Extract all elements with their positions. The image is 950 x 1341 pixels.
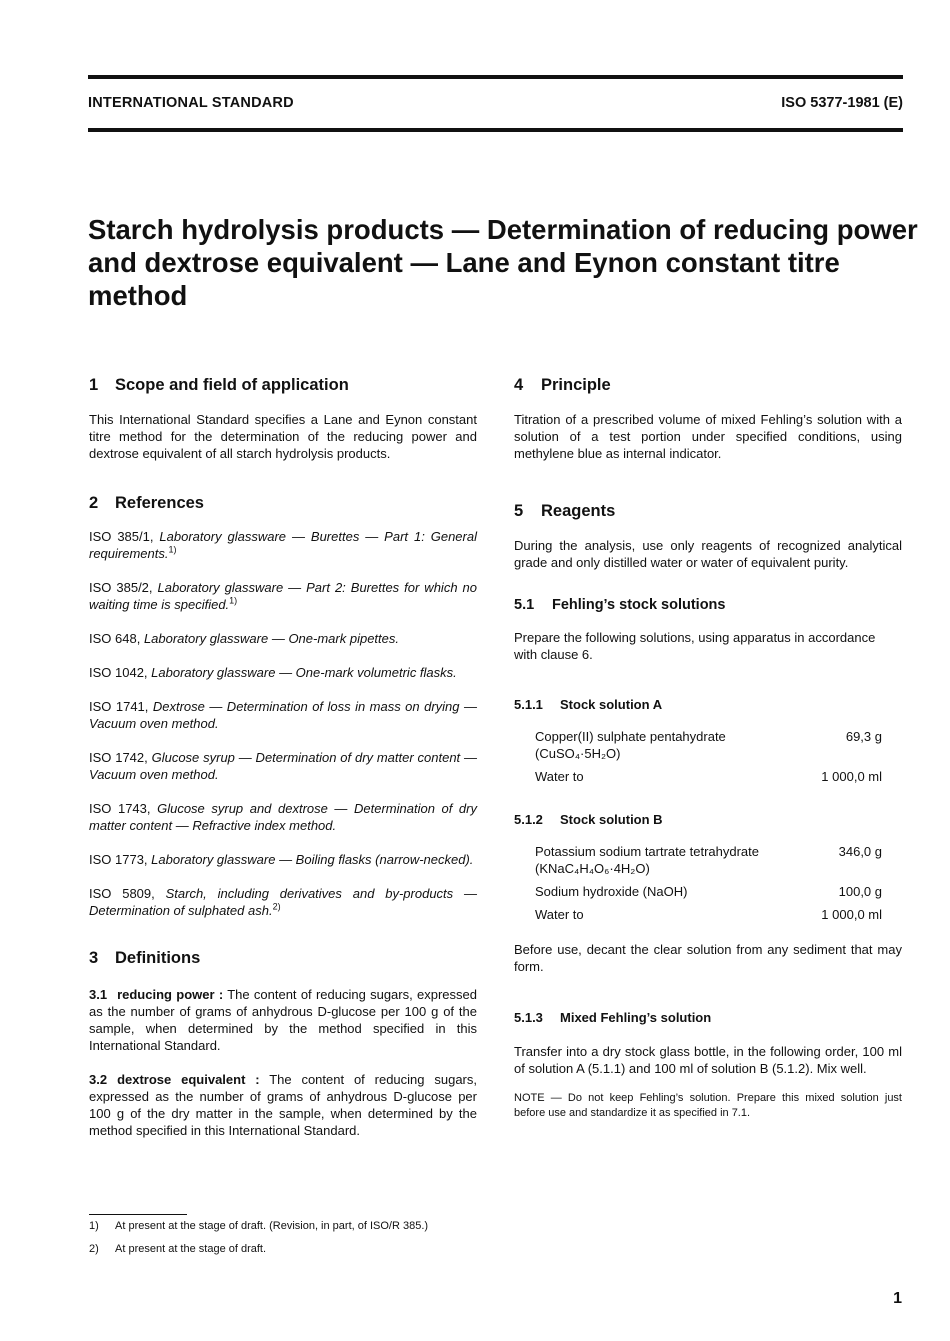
document-number: ISO 5377-1981 (E) <box>781 95 903 111</box>
header-rule-bottom <box>88 128 903 132</box>
reagent-name: Water to <box>535 907 584 922</box>
reagent-name: Water to <box>535 769 584 784</box>
right-column <box>514 374 902 1121</box>
left-column <box>89 374 477 1139</box>
reagent-name: Copper(II) sulphate pentahydrate (CuSO₄·5H₂O) <box>535 729 726 761</box>
reference-item: ISO 648, Laboratory glassware — One-mark pipettes. <box>89 631 399 646</box>
section-5-1-3-heading: 5.1.3 Mixed Fehling’s solution <box>514 1010 712 1025</box>
definition-dextrose-equivalent: 3.2 dextrose equivalent : The content of reducing sugars, expressed as the number of grams of anhydrous D-glucose per 100 g of the dry matter in the sample, when determined by the method specified in this International Standard. <box>89 1072 477 1138</box>
table-row <box>535 728 902 768</box>
reagent-name: Sodium hydroxide (NaOH) <box>535 884 688 899</box>
reference-item: ISO 385/2, Laboratory glassware — Part 2: Burettes for which no waiting time is specified.$^{1)}$ <box>89 580 477 612</box>
section-5-text: During the analysis, use only reagents of recognized analytical grade and only distilled water or water of equivalent purity. <box>514 538 902 570</box>
table-row <box>535 768 902 791</box>
reference-item: ISO 1741, Dextrose — Determination of loss in mass on drying — Vacuum oven method. <box>89 699 477 731</box>
footnote-1: 1) At present at the stage of draft. (Revision, in part, of ISO/R 385.) <box>89 1220 429 1232</box>
reagent-quantity: 1 000,0 ml <box>821 769 882 784</box>
section-5-1-3-text: Transfer into a dry stock glass bottle, in the following order, 100 ml of solution A (5.1.1) and 100 ml of solution B (5.1.2). Mix well. <box>514 1044 902 1076</box>
section-5-1-heading: 5.1 Fehling’s stock solutions <box>514 597 726 613</box>
reference-item: ISO 5809, Starch, including derivatives and by-products — Determination of sulphated ash.$^{2)}$ <box>89 886 477 918</box>
reagent-name: Potassium sodium tartrate tetrahydrate (KNaC₄H₄O₆·4H₂O) <box>535 844 759 876</box>
table-row <box>535 906 902 929</box>
page-number: 1 <box>893 1290 902 1307</box>
section-5-1-2-heading: 5.1.2 Stock solution B <box>514 812 663 827</box>
document-title: Starch hydrolysis products — Determination of reducing power and dextrose equivalent — Lane and Eynon constant titre method <box>88 214 918 311</box>
section-5-1-2-text: Before use, decant the clear solution from any sediment that may form. <box>514 942 902 974</box>
section-5-1-text: Prepare the following solutions, using apparatus in accordance with clause 6. <box>514 630 876 662</box>
section-4-heading: 4 Principle <box>514 376 611 394</box>
table-row <box>535 883 902 906</box>
note: NOTE — Do not keep Fehling’s solution. Prepare this mixed solution just before use and standardize it as specified in 7.1. <box>514 1092 902 1119</box>
section-4-text: Titration of a prescribed volume of mixed Fehling’s solution with a solution of a test portion under specified conditions, using methylene blue as internal indicator. <box>514 412 902 461</box>
solution-b-table <box>535 843 902 929</box>
reagent-quantity: 69,3 g <box>845 729 882 744</box>
reagent-quantity: 346,0 g <box>838 844 882 859</box>
section-1-heading: 1 Scope and field of application <box>89 376 349 394</box>
section-2-heading: 2 References <box>89 494 204 512</box>
reference-item: ISO 385/1, Laboratory glassware — Burettes — Part 1: General requirements.$^{1)}$ <box>89 529 477 561</box>
reagent-quantity: 100,0 g <box>838 884 882 899</box>
footnote-rule <box>89 1214 187 1215</box>
reagent-quantity: 1 000,0 ml <box>821 907 882 922</box>
reference-item: ISO 1742, Glucose syrup — Determination of dry matter content — Vacuum oven method. <box>89 750 477 782</box>
section-3-heading: 3 Definitions <box>89 949 201 967</box>
section-5-heading: 5 Reagents <box>514 502 616 520</box>
footnote-2: 2) At present at the stage of draft. <box>89 1243 267 1255</box>
section-5-1-1-heading: 5.1.1 Stock solution A <box>514 697 663 712</box>
solution-a-table <box>535 728 902 791</box>
reference-item: ISO 1042, Laboratory glassware — One-mark volumetric flasks. <box>89 665 457 680</box>
header-rule-top <box>88 75 903 79</box>
table-row <box>535 843 902 883</box>
definition-reducing-power: 3.1 reducing power : The content of reducing sugars, expressed as the number of grams of anhydrous D-glucose per 100 g of the sample, when determined by the method specified in this International Standard. <box>89 987 477 1053</box>
reference-item: ISO 1743, Glucose syrup and dextrose — Determination of dry matter content — Refractive index method. <box>89 801 477 833</box>
reference-item: ISO 1773, Laboratory glassware — Boiling flasks (narrow-necked). <box>89 852 474 867</box>
document-type: INTERNATIONAL STANDARD <box>88 95 294 111</box>
references-list <box>89 528 477 919</box>
section-1-text: This International Standard specifies a Lane and Eynon constant titre method for the determination of the reducing power and dextrose equivalent of all starch hydrolysis products. <box>89 412 477 461</box>
